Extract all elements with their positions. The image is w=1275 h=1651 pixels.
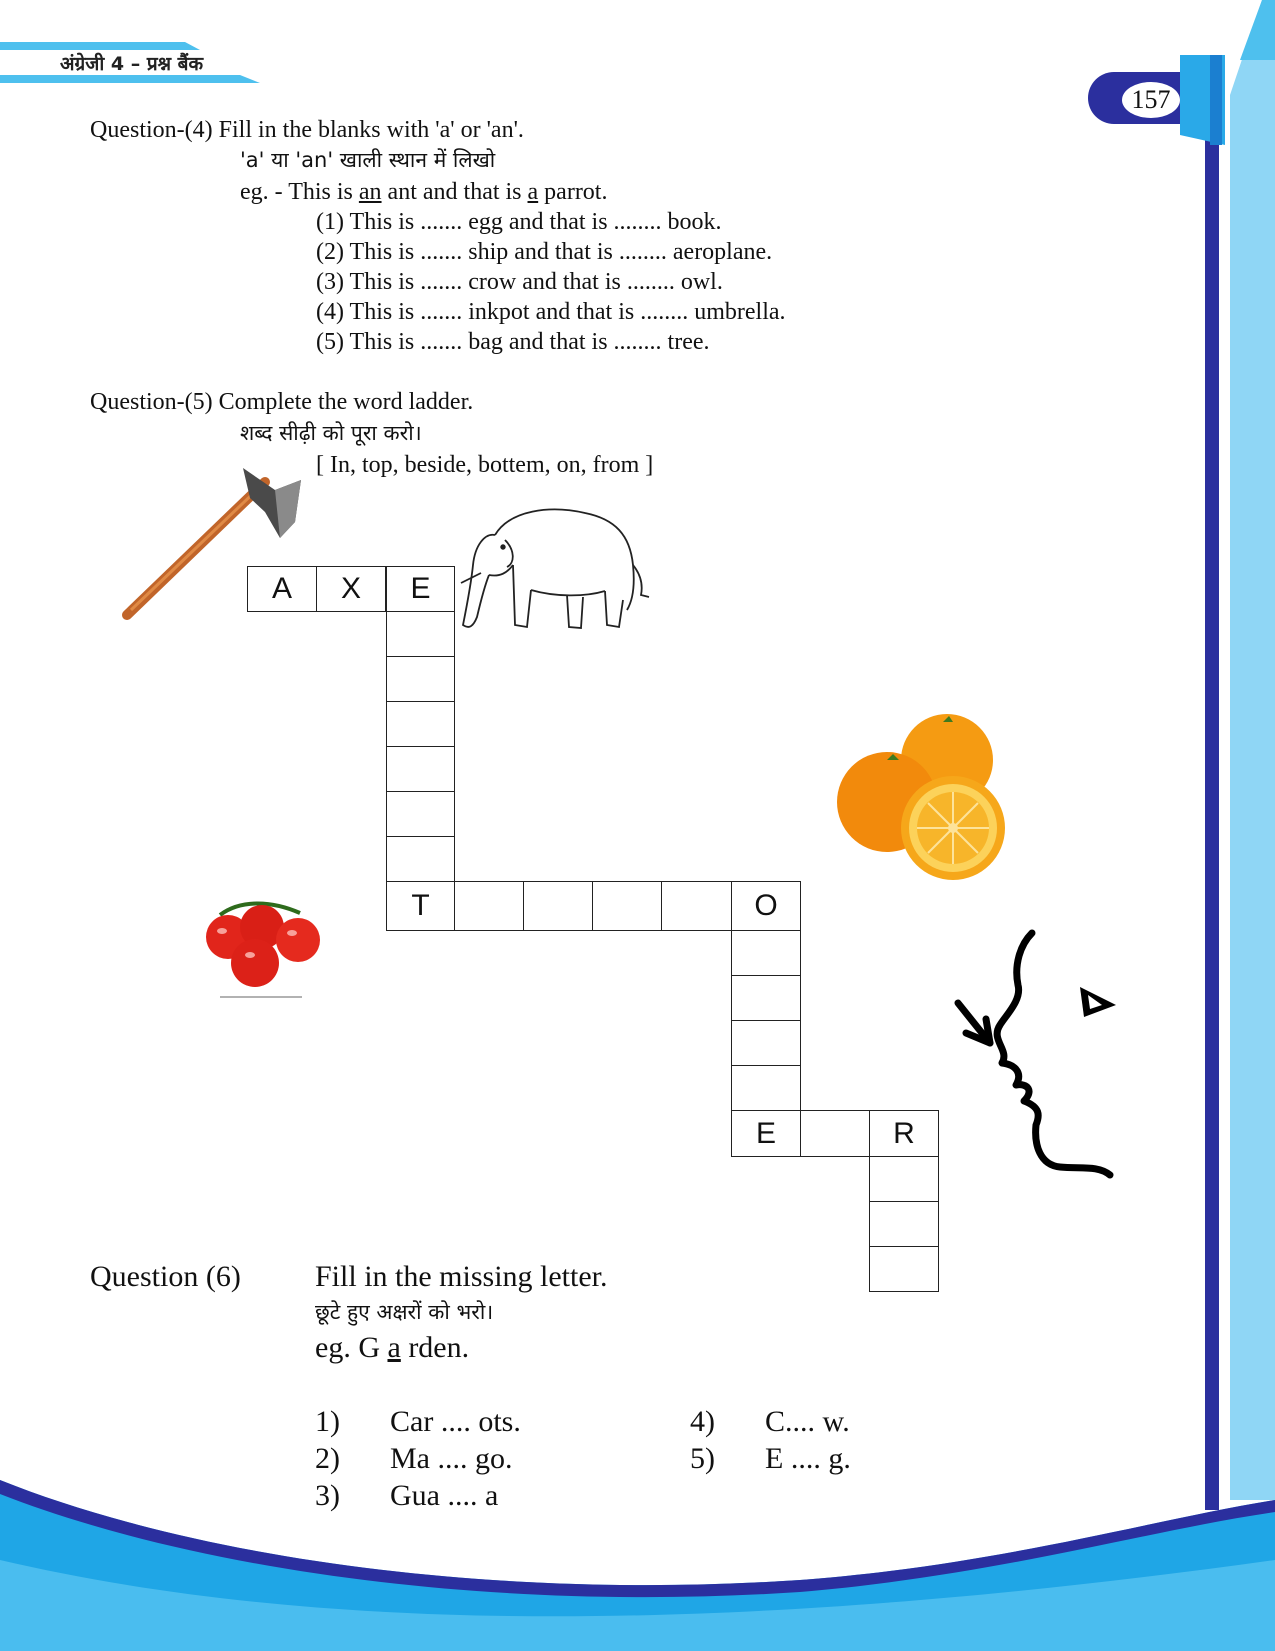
q6-eg-suffix: rden. — [400, 1331, 470, 1364]
q6-item-text: Ma .... go. — [390, 1442, 513, 1475]
book-title: अंग्रेजी 4 – प्रश्न बैंक — [60, 53, 204, 75]
ladder-cell[interactable] — [869, 1246, 939, 1292]
ladder-cell-x[interactable]: X — [316, 566, 386, 612]
ladder-cell-o[interactable]: O — [731, 881, 801, 931]
ladder-cell-r[interactable]: R — [869, 1110, 939, 1157]
q5-word-bank: [ In, top, beside, bottem, on, from ] — [316, 452, 654, 478]
ladder-cell[interactable] — [869, 1156, 939, 1202]
tomatoes-image — [190, 895, 330, 1005]
ladder-cell[interactable] — [386, 701, 455, 747]
q4-eg-u1: an — [358, 179, 382, 205]
ladder-cell[interactable] — [454, 881, 524, 931]
ladder-cell-t[interactable]: T — [386, 881, 455, 931]
q6-item-num: 5) — [690, 1442, 715, 1475]
q4-item: (5) This is ....... bag and that is ........ tree. — [316, 329, 710, 355]
q6-item-text: C.... w. — [765, 1405, 850, 1438]
q6-item-text: E .... g. — [765, 1442, 851, 1475]
ladder-cell[interactable] — [592, 881, 662, 931]
q6-item-text: Gua .... a — [390, 1479, 499, 1512]
ladder-cell[interactable] — [386, 836, 455, 882]
ladder-cell[interactable] — [386, 746, 455, 792]
ladder-cell[interactable] — [731, 1020, 801, 1066]
q4-item: (3) This is ....... crow and that is ........ owl. — [316, 269, 723, 295]
ladder-cell[interactable] — [800, 1110, 870, 1157]
q4-title: Question-(4) Fill in the blanks with 'a' or 'an'. — [90, 117, 524, 143]
q5-title: Question-(5) Complete the word ladder. — [90, 389, 474, 415]
ladder-cell[interactable] — [386, 656, 455, 702]
q6-item-num: 4) — [690, 1405, 715, 1438]
q4-item: (2) This is ....... ship and that is ........ aeroplane. — [316, 239, 773, 265]
ladder-cell[interactable] — [386, 611, 455, 657]
q6-item-num: 2) — [315, 1442, 340, 1475]
q6-eg-u: a — [387, 1331, 401, 1364]
ladder-cell-e[interactable]: E — [386, 566, 455, 612]
face-outline-image — [950, 925, 1130, 1215]
q6-hindi-instruction: छूटे हुए अक्षरों को भरो। — [315, 1300, 494, 1324]
q6-label: Question (6) — [90, 1260, 241, 1293]
ladder-cell[interactable] — [386, 791, 455, 837]
q5-hindi-instruction: शब्द सीढ़ी को पूरा करो। — [240, 421, 422, 445]
ladder-cell[interactable] — [523, 881, 593, 931]
ladder-cell[interactable] — [869, 1201, 939, 1247]
q6-item-num: 3) — [315, 1479, 340, 1512]
page-number — [1122, 82, 1180, 118]
ladder-cell[interactable] — [731, 930, 801, 976]
ladder-cell-a[interactable]: A — [247, 566, 317, 612]
q4-item: (1) This is ....... egg and that is ........ book. — [316, 209, 722, 235]
q6-item-num: 1) — [315, 1405, 340, 1438]
q4-item: (4) This is ....... inkpot and that is ........ umbrella. — [316, 299, 786, 325]
q4-eg-mid: ant and that is — [381, 179, 528, 205]
elephant-image — [455, 505, 655, 640]
ladder-cell[interactable] — [731, 1065, 801, 1111]
q6-eg-prefix: eg. G — [315, 1331, 388, 1364]
q6-item-text: Car .... ots. — [390, 1405, 521, 1438]
ladder-cell[interactable] — [731, 975, 801, 1021]
q6-title: Fill in the missing letter. — [315, 1260, 608, 1293]
oranges-image — [835, 710, 1015, 885]
q4-eg-prefix: eg. - This is — [240, 179, 359, 205]
q4-hindi-instruction: 'a' या 'an' खाली स्थान में लिखो — [240, 148, 496, 172]
q6-example — [315, 1330, 469, 1366]
q4-example — [240, 177, 607, 207]
ladder-cell-e2[interactable]: E — [731, 1110, 801, 1157]
page-number-text: 157 — [1131, 85, 1171, 114]
ladder-cell[interactable] — [661, 881, 732, 931]
q4-eg-suffix: parrot. — [538, 179, 608, 205]
q4-eg-u2: a — [527, 179, 539, 205]
